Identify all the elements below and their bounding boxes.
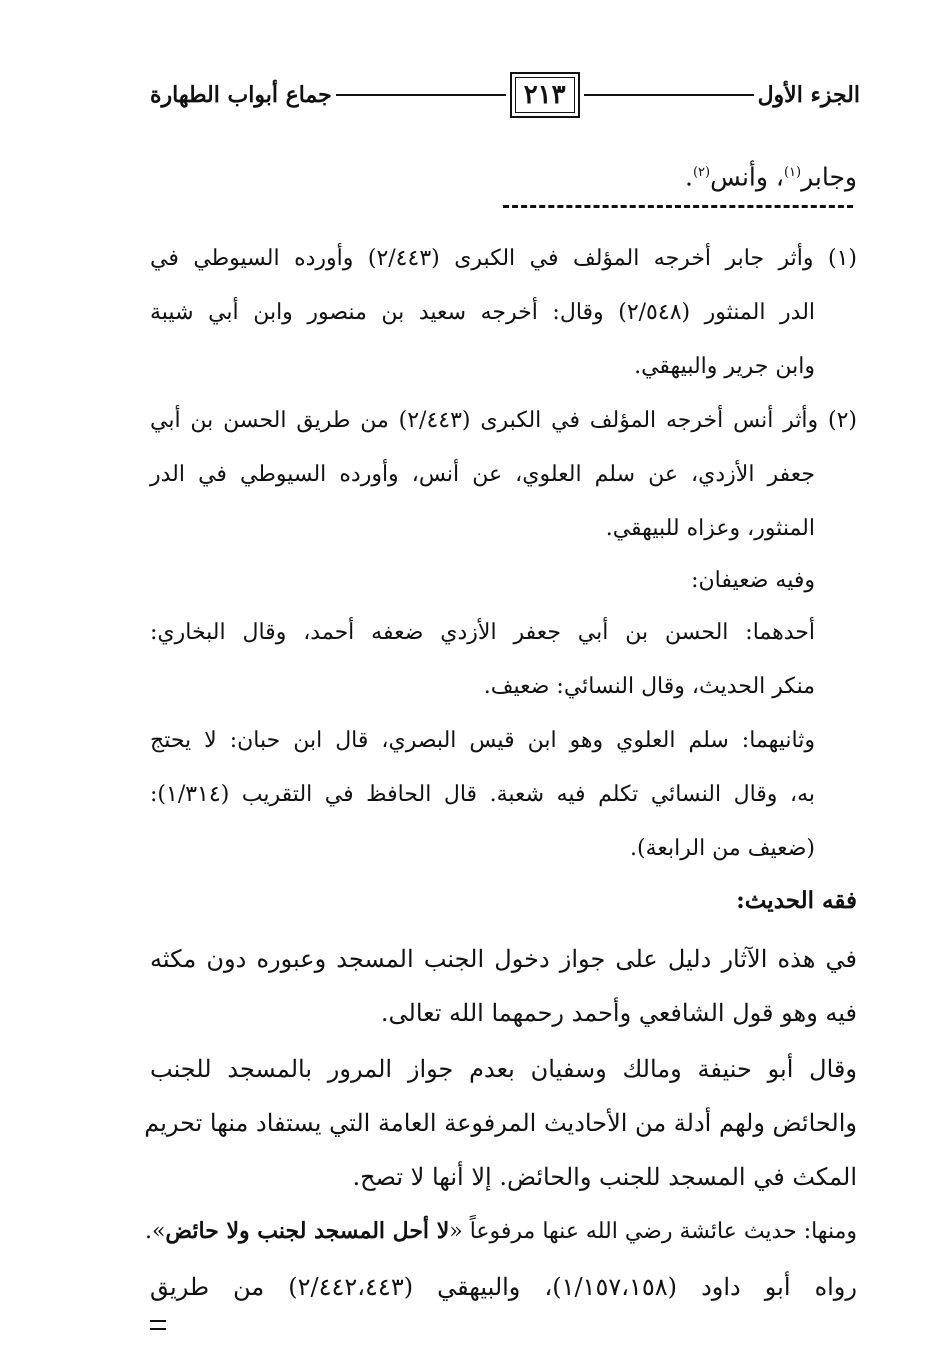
running-header bbox=[150, 68, 860, 122]
paragraph-2-line-1: وقال أبو حنيفة ومالك وسفيان بعدم جواز المرور بالمسجد للجنب bbox=[150, 1055, 857, 1083]
paragraph-2-line-3: المكث في المسجد للجنب والحائض. إلا أنها لا تصح. bbox=[352, 1163, 857, 1191]
footnote-2-line-4: وفيه ضعيفان: bbox=[691, 568, 815, 593]
paragraph-1-line-2: فيه وهو قول الشافعي وأحمد رحمهما الله تعالى. bbox=[380, 999, 857, 1027]
footnote-2-line-8: به، وقال النسائي تكلم فيه شعبة. قال الحافظ في التقريب (١/٣١٤): bbox=[150, 782, 815, 807]
footnote-2-line-7: وثانيهما: سلم العلوي وهو ابن قيس البصري، قال ابن حبان: لا يحتج bbox=[150, 728, 815, 753]
chapter-title: جماع أبواب الطهارة bbox=[150, 82, 332, 108]
footnote-1-line-2: الدر المنثور (٢/٥٤٨) وقال: أخرجه سعيد بن منصور وابن أبي شيبة bbox=[150, 300, 816, 325]
hadith-quote: لا أحل المسجد لجنب ولا حائض bbox=[165, 1218, 450, 1244]
paragraph-2-line-2: والحائض ولهم أدلة من الأحاديث المرفوعة العامة التي يستفاد منها تحريم bbox=[144, 1109, 857, 1137]
paragraph-4-line-1: رواه أبو داود (١/١٥٧،١٥٨)، والبيهقي (٢/٤٤٢،٤٤٣) من طريق bbox=[150, 1273, 857, 1301]
footnote-separator bbox=[503, 205, 853, 208]
footnote-2-line-9: (ضعيف من الرابعة). bbox=[630, 836, 815, 861]
paragraph-3-line-1: ومنها: حديث عائشة رضي الله عنها مرفوعاً «لا أحل المسجد لجنب ولا حائض». bbox=[144, 1218, 857, 1244]
footnote-2-line-3: المنثور، وعزاه للبيهقي. bbox=[605, 516, 815, 541]
footnote-ref-1[interactable]: (١) bbox=[783, 165, 802, 180]
footnote-2-line-2: جعفر الأزدي، عن سلم العلوي، عن أنس، وأورده السيوطي في الدر bbox=[150, 462, 815, 487]
header-rule-right bbox=[584, 94, 754, 96]
footnote-ref-2[interactable]: (٢) bbox=[692, 165, 711, 180]
page-number: ٢١٣ bbox=[510, 72, 580, 118]
volume-label: الجزء الأول bbox=[757, 82, 860, 108]
footnote-2-line-5: أحدهما: الحسن بن أبي جعفر الأزدي ضعفه أحمد، وقال البخاري: bbox=[150, 620, 815, 645]
body-top-line: وجابر$^{(١)}$، وأنس$^{(٢)}$. bbox=[684, 162, 857, 192]
header-rule-left bbox=[336, 94, 506, 96]
footnote-1-line-1: (١) وأثر جابر أخرجه المؤلف في الكبرى (٢/٤٤٣) وأورده السيوطي في bbox=[150, 246, 858, 271]
section-heading: فقه الحديث: bbox=[736, 887, 857, 914]
footnote-2-line-1: (٢) وأثر أنس أخرجه المؤلف في الكبرى (٢/٤٤٣) من طريق الحسن بن أبي bbox=[150, 408, 858, 433]
paragraph-1-line-1: في هذه الآثار دليل على جواز دخول الجنب المسجد وعبوره دون مكثه bbox=[150, 945, 857, 973]
footnote-1-line-3: وابن جرير والبيهقي. bbox=[634, 354, 815, 379]
continuation-mark bbox=[150, 1320, 166, 1330]
footnote-2-line-6: منكر الحديث، وقال النسائي: ضعيف. bbox=[483, 674, 815, 699]
